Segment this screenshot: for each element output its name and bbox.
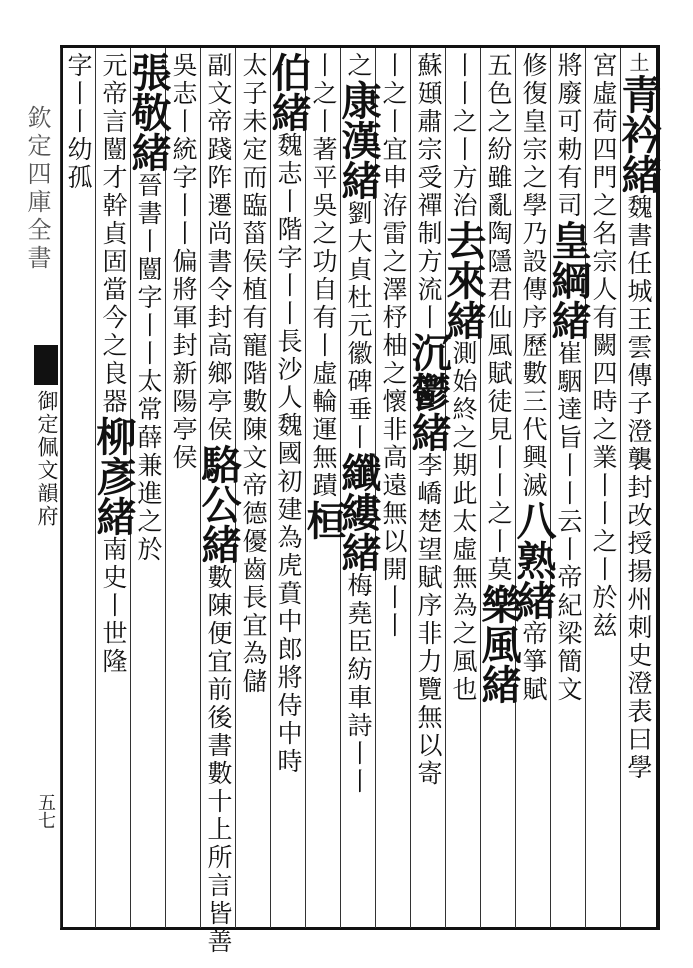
headword: 皇綱緒 [545,220,592,340]
entry-text: 丨之丨宜申洊雷之澤 [379,52,408,304]
entry-text: 字丨丨幼孤 [64,52,93,192]
text-column [90,52,137,922]
headword: 樂風緒 [475,584,522,704]
entry-text: 梁簡文 [554,620,583,704]
entry-text: 李嶠楚望賦序非力覽無以寄 [414,452,443,788]
text-column [545,52,592,922]
entry-text: 崔駰達旨丨丨云丨帝紀 [554,340,583,620]
headword: 八熟緒 [510,500,557,620]
entry-text: 太子未定而臨菑侯植有寵階數陳文帝德優齒長宜為儲 [239,52,268,696]
entry-text: 劉大貞杜元徽碑垂丨 [344,200,373,452]
entry-text: 書令封高鄉亭侯 [204,248,233,444]
entry-text: 宮虛荷四門之名宗人有闕四時之業丨丨之丨於兹 [589,52,618,640]
fishtail-mark [34,345,58,385]
entry-text: 帝箏賦 [519,620,548,704]
headword: 柳彥緒 [90,416,137,536]
text-column [510,52,557,922]
collection-title-fragment: 欽定四庫全書 [23,105,51,273]
text-column [166,52,201,922]
entry-text: 梅堯臣紡車詩丨丨 [344,572,373,796]
book-title: 御定佩文韻府 [35,390,59,528]
entry-text: 土 [626,52,650,74]
entry-text: 丨之丨著平吳之功 [309,52,338,276]
entry-text: 自有丨虛輪運無蹟 [309,276,338,500]
headword: 駱公緒 [195,444,242,564]
entry-text: 五色之紛雖亂 [484,52,513,220]
headword: 張敬緒 [125,52,172,172]
entry-text: 副文帝踐阼遷尚 [204,52,233,248]
entry-text: 之 [344,52,373,80]
headword: 纖縷緒 [335,452,382,572]
page-margin [0,45,58,930]
headword: 去來緒 [440,220,487,340]
entry-text: 修復皇宗之學 [519,52,548,220]
text-column [335,52,382,922]
headword: 伯緒 [265,52,312,132]
text-column [615,52,662,922]
text-column [300,52,347,922]
entry-text: 杼柚之懷非高遠無以開丨丨 [379,304,408,640]
headword: 青衿緒 [615,74,662,194]
entry-text: 魏志丨階字丨丨長沙人魏國初建為虎賁中郎將侍中時 [274,132,303,776]
entry-text: 南史丨世隆 [99,536,128,676]
page-number: 五七 [35,793,56,829]
text-column [265,52,312,922]
text-column [440,52,487,922]
entry-text: 蘇頲肅宗受禪制方流丨 [414,52,443,332]
entry-text: 丨丨之丨方治 [449,52,478,220]
headword: 沉鬱緒 [405,332,452,452]
text-column [586,52,621,922]
entry-text: 乃設傳序歷數三代興滅 [519,220,548,500]
entry-text: 測始終之期此太虛無為之風也 [449,340,478,704]
headword: 桓 [300,500,347,540]
entry-text: 陶隱君仙風賦徒見丨丨之丨莫 [484,220,513,584]
entry-text: 元帝言闓才幹貞固當今之良器 [99,52,128,416]
text-column [475,52,522,922]
entry-text: 將廢可勅有司 [554,52,583,220]
headword: 康漢緒 [335,80,382,200]
entry-text: 魏書任城王雲傳子澄襲封改授揚州刺史澄表曰學 [624,194,653,782]
entry-text: 晉書丨闓字丨丨太常薛兼進之於 [134,172,163,564]
text-column [195,52,242,956]
text-column [405,52,452,922]
text-column [61,52,96,922]
entry-text: 吳志丨統字丨丨偏將軍封新陽亭侯 [169,52,198,472]
entry-text: 數陳便宜前後書數十上所言皆善 [204,564,233,956]
